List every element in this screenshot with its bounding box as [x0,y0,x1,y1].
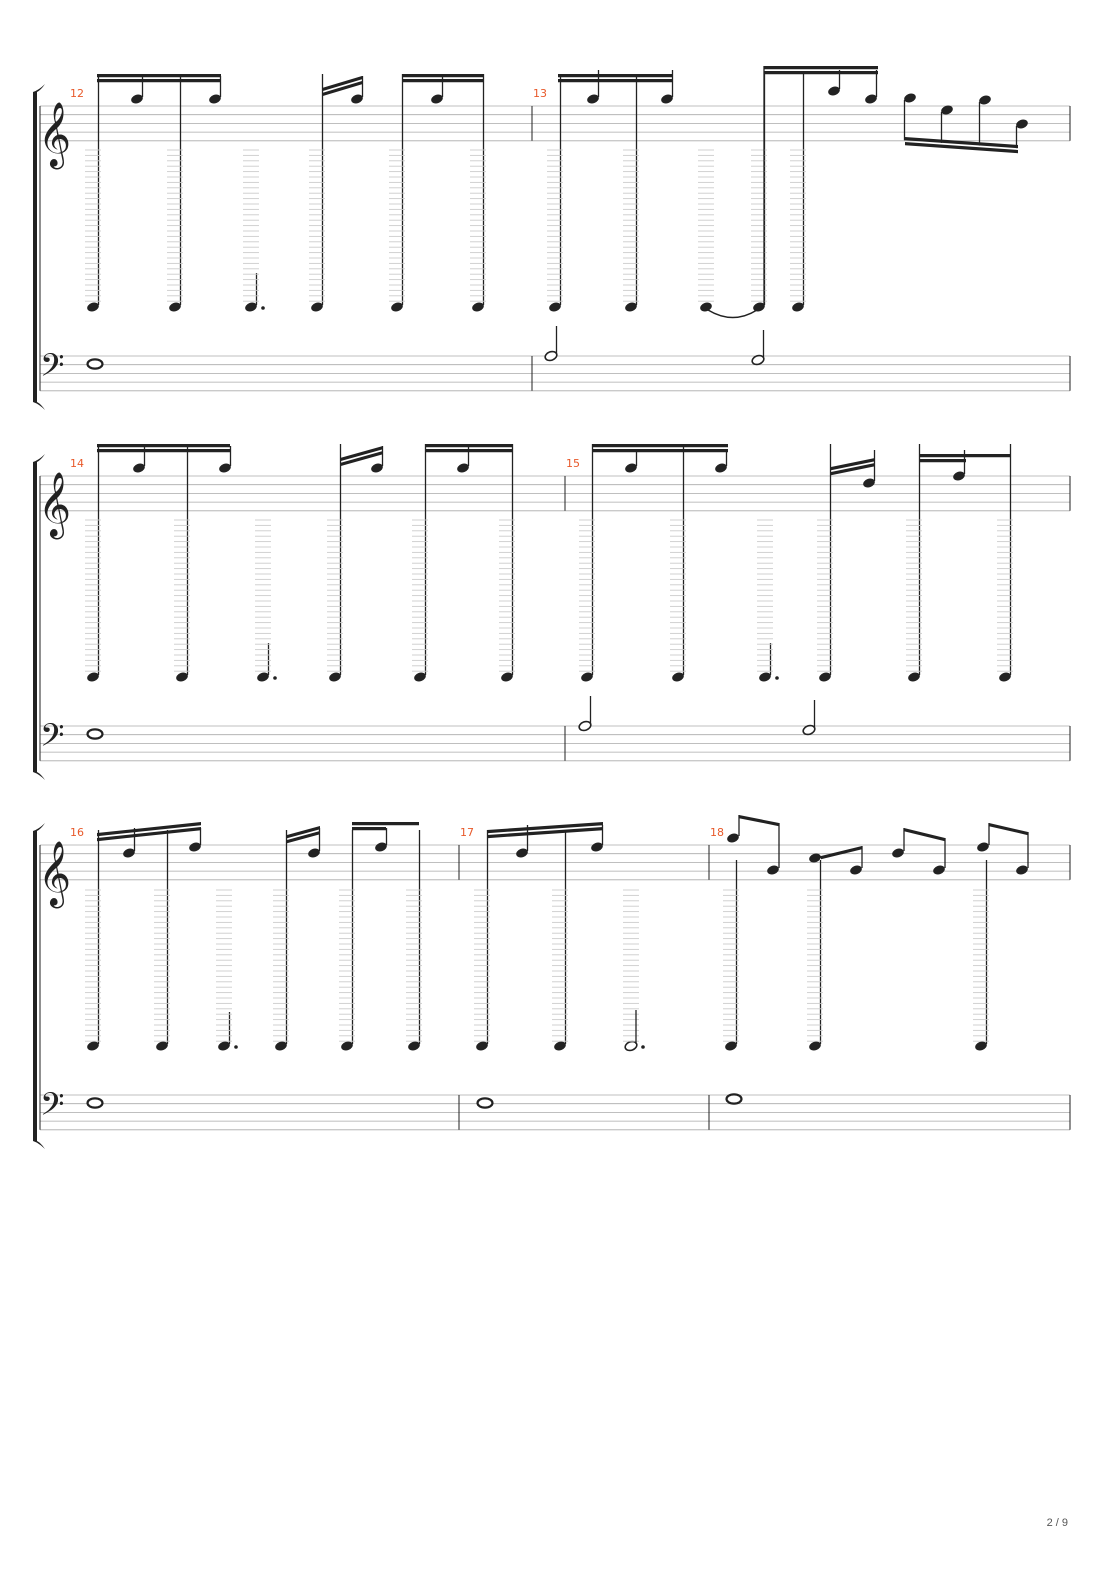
bass-staff [40,726,1070,761]
low-note [407,830,421,1052]
notehead [891,847,905,859]
upper-note [726,832,740,844]
bass-half-note [802,700,816,736]
bass-half-note [544,326,558,362]
treble-staff [40,106,1070,141]
treble-clef-icon: 𝄞 [38,841,72,906]
notehead [766,864,780,876]
beam [764,71,878,74]
low-note [244,273,265,313]
notehead [849,864,863,876]
beam [97,444,230,447]
bracket-hook [33,1141,45,1149]
dot [261,306,265,310]
tie [708,310,757,318]
bracket-bar [33,462,37,772]
beam [592,444,728,447]
low-note [475,830,489,1052]
treble-staff [40,476,1070,511]
beam [920,459,966,462]
beam [904,828,945,841]
bass-half-note [578,696,592,732]
bass-whole-note [727,1094,742,1103]
low-note [974,860,988,1052]
low-note [217,1012,238,1052]
measure-number: 16 [70,826,84,839]
dot [273,676,277,680]
dot [641,1045,645,1049]
notehead [1015,864,1029,876]
low-note [553,830,567,1052]
ledger-lines [698,150,714,301]
bass-staff [40,1095,1070,1130]
beam [739,815,779,826]
bracket-hook [33,84,45,92]
bracket-hook [33,454,45,462]
low-note [86,830,100,1052]
notehead [478,1098,493,1107]
beam [97,79,221,82]
notehead [88,1098,103,1107]
low-note [256,643,277,683]
measure-number: 18 [710,826,724,839]
upper-note [766,864,780,876]
notehead [727,1094,742,1103]
bracket-hook [33,402,45,410]
dot [234,1045,238,1049]
beam [592,449,728,452]
upper-note [849,864,863,876]
treble-clef-icon: 𝄞 [38,472,72,537]
low-note [758,643,779,683]
beam [352,827,386,830]
notehead [88,729,103,738]
measure-number: 17 [460,826,474,839]
beam [989,823,1028,835]
upper-note [891,847,905,859]
upper-note [1015,864,1029,876]
low-note [724,860,738,1052]
beam [920,454,1011,457]
beam [97,449,230,452]
bracket-hook [33,823,45,831]
beam [402,79,484,82]
bass-whole-note [88,729,103,738]
dot [775,676,779,680]
notehead [932,864,946,876]
bass-whole-note [88,1098,103,1107]
bass-clef-icon: 𝄢 [40,717,65,761]
upper-note [932,864,946,876]
bass-whole-note [478,1098,493,1107]
notehead [726,832,740,844]
measure-number: 14 [70,457,84,470]
measure-number: 12 [70,87,84,100]
beam [764,66,878,69]
beam [821,846,862,859]
beam [426,449,512,452]
bass-whole-note [88,359,103,368]
beam [558,74,673,77]
measure-number: 13 [533,87,547,100]
bracket-hook [33,772,45,780]
beam [97,74,221,77]
low-note [808,860,822,1052]
measure-number: 15 [566,457,580,470]
beam [352,822,419,825]
treble-clef-icon: 𝄞 [38,102,72,167]
beam [402,74,484,77]
beam [426,444,512,447]
notehead [976,841,990,853]
bass-clef-icon: 𝄢 [40,1086,65,1130]
bracket-bar [33,92,37,402]
low-note [274,830,288,1052]
bass-half-note [751,330,765,366]
bass-clef-icon: 𝄢 [40,347,65,391]
page-number: 2 / 9 [1046,1517,1068,1529]
low-note [340,830,354,1052]
bass-staff [40,356,1070,391]
low-note [624,1040,645,1052]
bracket-bar [33,831,37,1141]
beam [558,79,673,82]
upper-note [976,841,990,853]
notehead [88,359,103,368]
low-note [155,830,169,1052]
